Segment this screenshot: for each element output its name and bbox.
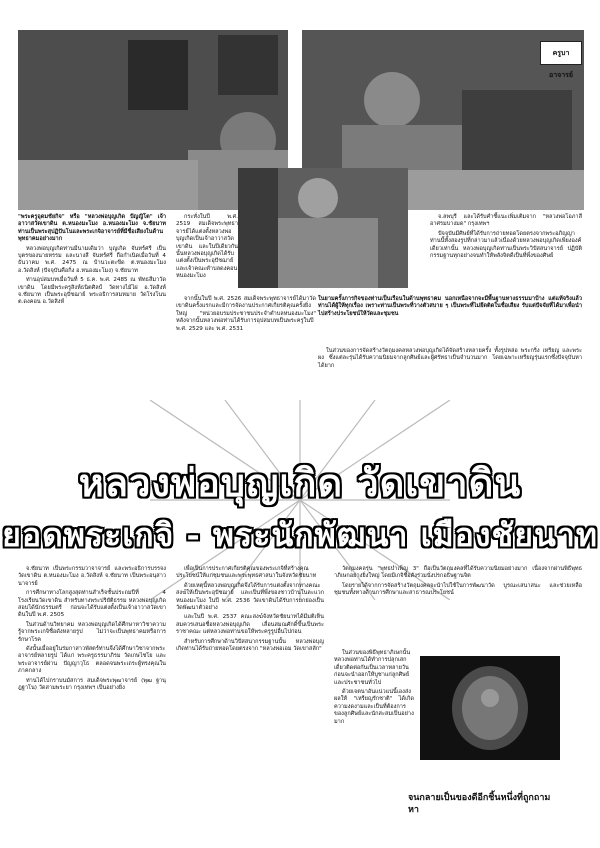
upper-wide-paragraph: ในส่วนของการจัดสร้างวัตถุมงคลหลวงพ่อบุญเกิดได้จัดสร้างหลายครั้ง ทั้งรูปหล่อ พระกริ่ง เหรียญ และพระผง ซึ่งแต่ละรุ่นได้รับความนิยมจากลูกศิษย์และผู้ศรัทธาเป็นจำนวนมาก โดยเฉพาะเหรียญรุ่นแรกซึ่งปัจจุบันหาได้ยาก — [318, 348, 582, 369]
photo-center-monk — [238, 168, 408, 288]
paragraph: ในส่วนของพิธีพุทธาภิเษกนั้นหลวงพ่อท่านได้ทำการปลุกเสกเดี่ยวติดต่อกันเป็นเวลาหลายวัน ก่อนจะนำออกให้บูชาแก่ลูกศิษย์และประชาชนทั่วไป — [334, 650, 411, 686]
upper-left-column — [18, 214, 166, 309]
paragraph: ด้วยเหตุนี้หลวงพ่อบุญเกิดจึงได้รับการแต่งตั้งจากทางคณะสงฆ์ให้เป็นพระอุปัชฌาย์ และเป็นที่พึ่งของชาวบ้านในละแวกหนองมะโมง ในปี พ.ศ. 2536 วัดเขาดินได้รับการยกย่องเป็นวัดพัฒนาตัวอย่าง — [176, 582, 324, 612]
closing-text: จนกลายเป็นของดีอีกชิ้นหนึ่งที่ถูกถามหา — [408, 793, 551, 815]
lower-mid-column — [176, 566, 324, 655]
paragraph: ปัจจุบันมีศิษย์ที่ได้รับการถ่ายทอดโดยตรงจากพระอภิญญาท่านนี้ทั้งสองรูปที่กล่าวมาแล้วเนื่องด้วยหลวงพ่อบุญเกิดเพียงองค์เดียวเท่านั้น หลวงพ่อบุญเกิดท่านเป็นพระวิปัสสนาจารย์ ปฏิบัติกรรมฐานทุกอย่างจนทำให้พลังจิตดีเป็นที่พึ่งของศิษย์ — [430, 230, 582, 260]
lower-right-column — [334, 566, 582, 600]
paragraph: ท่านอุปสมบทเมื่อวันที่ 5 ธ.ค. พ.ศ. 2485 ณ พัทธสีมาวัดเขาดิน โดยมีพระครูสิงห์ธนิตศิลป์ วัดทางไม้ไผ่ อ.วัดสิงห์ จ.ชัยนาท เป็นพระอุปัชฌาย์ พระอธิการสมหมาย วัดโรงโนน ต.ดงคอน อ.วัดสิงห์ — [18, 277, 166, 306]
paragraph: โดยรายได้จากการจัดสร้างวัตถุมงคลจะนำไปใช้ในการพัฒนาวัด บูรณะเสนาสนะ และช่วยเหลือชุมชนทั้งทางด้านการศึกษาและสาธารณประโยชน์ — [334, 582, 582, 597]
lower-right-narrow — [334, 650, 414, 728]
paragraph: และในปี พ.ศ. 2537 คณะสงฆ์จังหวัดชัยนาทได้มีมติเห็นสมควรเสนอชื่อหลวงพ่อบุญเกิด เลื่อนสมณศักดิ์ขึ้นเป็นพระราชาคณะ แต่หลวงพ่อท่านขอให้พระครูรูปอื่นไปก่อน — [176, 614, 324, 636]
paragraph: จ.ลพบุรี และได้รับคำชี้แนะเพิ่มเติมจาก "หลวงพ่อโอภาสี อาศรมบางมด" กรุงเทพฯ — [430, 214, 582, 228]
paragraph: เพื่อเป็นการประกาศเกียรติคุณของพระเกจิที่สร้างคุณประโยชน์ให้แก่ชุมชนและพระพุทธศาสนาในจังหวัดชัยนาท — [176, 566, 317, 580]
upper-mid-column — [176, 214, 238, 283]
paragraph: สำหรับการศึกษาด้านวิปัสสนากรรมฐานนั้น หลวงพ่อบุญเกิดท่านได้รับถ่ายทอดโดยตรงจาก "หลวงพ่อเอม วัดเขาสลัก" — [176, 638, 324, 653]
paragraph: วัตถุมงคลรุ่น "พุทธบำเพ็ญ 3" ถือเป็นวัตถุมงคลที่ได้รับความนิยมอย่างมาก เนื่องจากผ่านพิธีพุทธาภิเษกอย่างยิ่งใหญ่ โดยมีเกจิชื่อดังร่วมนั่งปรกอธิษฐานจิต — [334, 566, 582, 580]
paragraph: ดังนั้นเมื่ออยู่ในร่มกาสาวพัสตร์ท่านจึงได้ศึกษาวิชาจากพระอาจารย์หลายรูป ได้แก่ พระครูธรรมาภิรม วัดเกษไชโย และพระอาจารย์ผ่าน ปัญญาวุโธ ตลอดจนพระเถระผู้ทรงคุณในภาคกลาง — [18, 646, 166, 675]
paragraph: ในส่วนด้านวิทยาคม หลวงพ่อบุญเกิดได้ศึกษาหาวิชาความรู้จากพระเกจิชื่อดังหลายรูป ไม่ว่าจะเป็นพุทธาคมหรือการรักษาโรค — [18, 621, 166, 643]
upper-right-column — [430, 214, 582, 262]
paragraph: จ.ชัยนาท เป็นพระกรรมวาจาจารย์ และพระอธิการบรรจง วัดเขาดิน ต.หนองมะโมง อ.วัดสิงห์ จ.ชัยนาท เป็นพระอนุสาวนาจารย์ — [18, 566, 166, 587]
photo-caption: ในยามครั้งภารกิจของท่านเป็นเรือนในด้านพุทธาคม นอกเหนือจากจะมีพื้นฐานทางธรรมมาบ้าง แต่แท้จริงแล้วท่านได้ผู้ให้ทุกเรื่อง เพราะท่านเป็นพระที่วางตัวสบาย ๆ เป็นพระที่ไม่ยึดติดในชื่อเสียง รับแต่ปัจจัยที่ได้มาเพื่อนำไปสร้างประโยชน์ให้วัดและชุมชน — [318, 296, 582, 317]
intro-paragraph: "พระครูอุดมชัยกิจ" หรือ "หลวงพ่อบุญเกิด ปัญญิโต" เจ้าอาวาสวัดเขาดิน ต.หนองมะโมง อ.หนองมะโมง จ.ชัยนาท ท่านเป็นพระสุปฏิปันโนและพระเกจิอาจารย์ที่มีชื่อเสียงในด้านพุทธาคมอย่างมาก — [18, 214, 166, 243]
paragraph: หลวงพ่อบุญเกิดท่านมีนามเดิมว่า บุญเกิด จันทร์ศรี เป็นบุตรของนายหรรม และนางสี จันทร์ศรี ถือกำเนิดเมื่อวันที่ 4 ธันวาคม พ.ศ. 2475 ณ บ้านวะตะขีด ต.หนองมะโมง อ.วัดสิงห์ (ปัจจุบันคือกิ่ง อ.หนองมะโมง) จ.ชัยนาท — [18, 245, 166, 274]
paragraph: ท่านได้ไปกราบนมัสการ สมเด็จพระพุฒาจารย์ (พุฒ ฐานุฎฐาโน) วัดสามพระยา กรุงเทพฯ เป็นอย่างยิ่ง — [18, 677, 166, 692]
paragraph: การศึกษาทางโลกสูงสุดท่านสำเร็จชั้นประถมปีที่ 4 โรงเรียนวัดเขาดิน สำหรับทางพระปริยัติธรรม หลวงพ่อบุญเกิดสอบได้นักธรรมตรี ก่อนจะได้รับแต่งตั้งเป็นเจ้าอาวาสวัดเขาดินในปี พ.ศ. 2505 — [18, 590, 166, 619]
paragraph: กระทั่งในปี พ.ศ. 2519 สมเด็จพระพุทธาจารย์ได้แต่งตั้งหลวงพ่อบุญเกิดเป็นเจ้าอาวาสวัดเขาดิน และในปีเดียวกันนั้นหลวงพ่อบุญเกิดได้รับแต่งตั้งเป็นพระอุปัชฌาย์และเจ้าคณะตำบลดงคอน หนองมะโมง — [176, 214, 238, 280]
headline-main: หลวงพ่อบุญเกิด วัดเขาดิน — [78, 460, 522, 505]
paragraph: ด้วยเจตนาอันแน่วแน่นี้เองส่งผลให้ "เหรียญรักชาติ" ได้เกิดความงดงามและเป็นที่ต้องการของลูกศิษย์และนักสะสมเป็นอย่างมาก — [334, 689, 414, 725]
headline-sub: ยอดพระเกจิ - พระนักพัฒนา เมืองชัยนาท — [2, 516, 598, 554]
paragraph: จากนั้นในปี พ.ศ. 2526 สมเด็จพระพุทธาจารย์ได้มาวัดเขาดินครั้งแรกและมีการจัดงานประกาศเกียรติคุณครั้งยิ่งใหญ่ "หน่วยอบรมประชาชนประจำตำบลหนองมะโมง" หลังจากนั้นหลวงพ่อท่านได้รับการอุปสมบทเป็นพระครูในปี พ.ศ. 2529 และ พ.ศ. 2531 — [176, 296, 316, 332]
lower-left-column — [18, 566, 166, 695]
amulet-photo — [420, 656, 560, 760]
upper-mid-column-lower — [176, 296, 316, 335]
section-badge: ครูบาอาจารย์ — [540, 41, 582, 65]
